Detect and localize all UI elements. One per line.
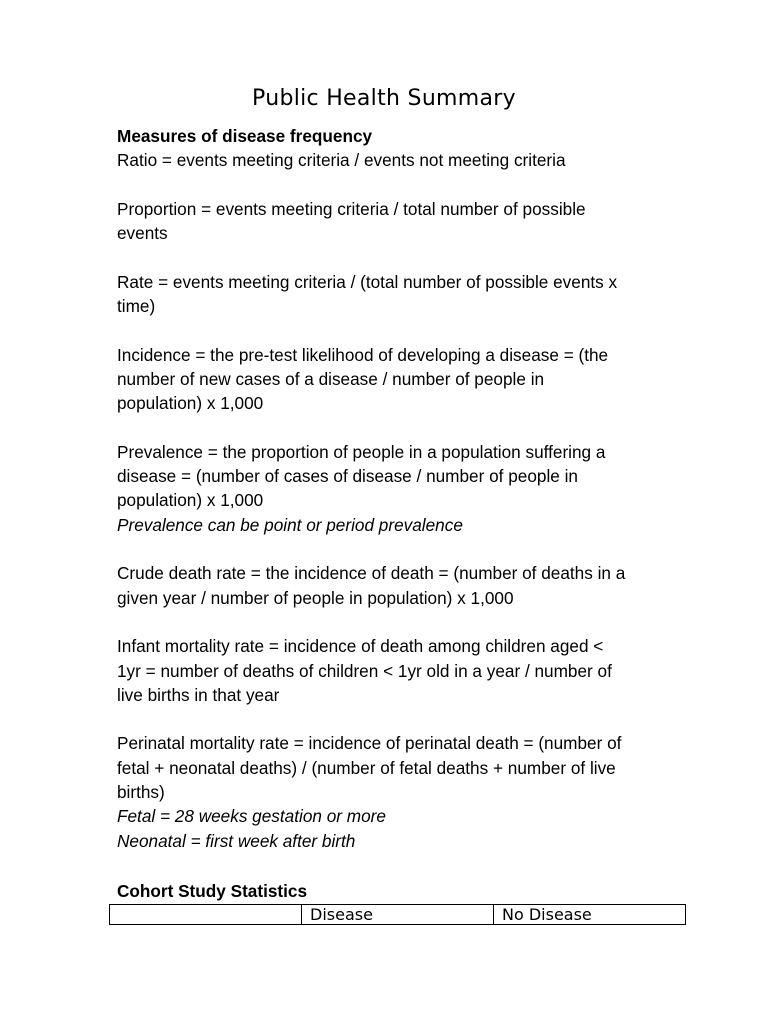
table-header-cell	[110, 905, 302, 925]
table-header-cell: Disease	[302, 905, 494, 925]
perinatal-mortality-line: fetal + neonatal deaths) / (number of fetal deaths + number of live	[117, 757, 616, 778]
table-header-row	[110, 905, 686, 925]
paragraph-spacer	[117, 173, 662, 197]
crude-death-rate-line: given year / number of people in population) x 1,000	[117, 587, 514, 608]
ratio-definition: Ratio = events meeting criteria / events not meeting criteria	[117, 150, 566, 171]
proportion-definition-line: Proportion = events meeting criteria / total number of possible	[117, 198, 586, 219]
perinatal-mortality-line: births)	[117, 782, 165, 803]
paragraph-spacer	[117, 318, 662, 342]
paragraph-spacer	[117, 610, 662, 634]
fetal-note: Fetal = 28 weeks gestation or more	[117, 806, 386, 827]
rate-definition-line: time)	[117, 296, 156, 317]
prevalence-note: Prevalence can be point or period prevalence	[117, 514, 463, 535]
infant-mortality-line: Infant mortality rate = incidence of death among children aged <	[117, 636, 604, 657]
document-title: Public Health Summary	[252, 86, 516, 111]
incidence-definition-line: Incidence = the pre-test likelihood of developing a disease = (the	[117, 344, 609, 365]
cohort-table	[109, 904, 686, 925]
paragraph-spacer	[117, 245, 662, 269]
frequency-section	[117, 124, 662, 853]
prevalence-definition-line: disease = (number of cases of disease / number of people in	[117, 466, 578, 487]
incidence-definition-line: population) x 1,000	[117, 393, 264, 414]
neonatal-note: Neonatal = first week after birth	[117, 830, 356, 851]
prevalence-definition-line: population) x 1,000	[117, 490, 264, 511]
infant-mortality-line: live births in that year	[117, 684, 280, 705]
infant-mortality-line: 1yr = number of deaths of children < 1yr old in a year / number of	[117, 660, 612, 681]
section-heading-cohort: Cohort Study Statistics	[117, 881, 308, 901]
incidence-definition-line: number of new cases of a disease / number of people in	[117, 368, 545, 389]
paragraph-spacer	[117, 537, 662, 561]
paragraph-spacer	[117, 707, 662, 731]
table-header-cell: No Disease	[494, 905, 686, 925]
prevalence-definition-line: Prevalence = the proportion of people in a population suffering a	[117, 441, 606, 462]
rate-definition-line: Rate = events meeting criteria / (total number of possible events x	[117, 271, 618, 292]
proportion-definition-line: events	[117, 223, 168, 244]
crude-death-rate-line: Crude death rate = the incidence of death = (number of deaths in a	[117, 563, 626, 584]
section-heading-frequency: Measures of disease frequency	[117, 126, 373, 146]
paragraph-spacer	[117, 416, 662, 440]
perinatal-mortality-line: Perinatal mortality rate = incidence of perinatal death = (number of	[117, 733, 622, 754]
